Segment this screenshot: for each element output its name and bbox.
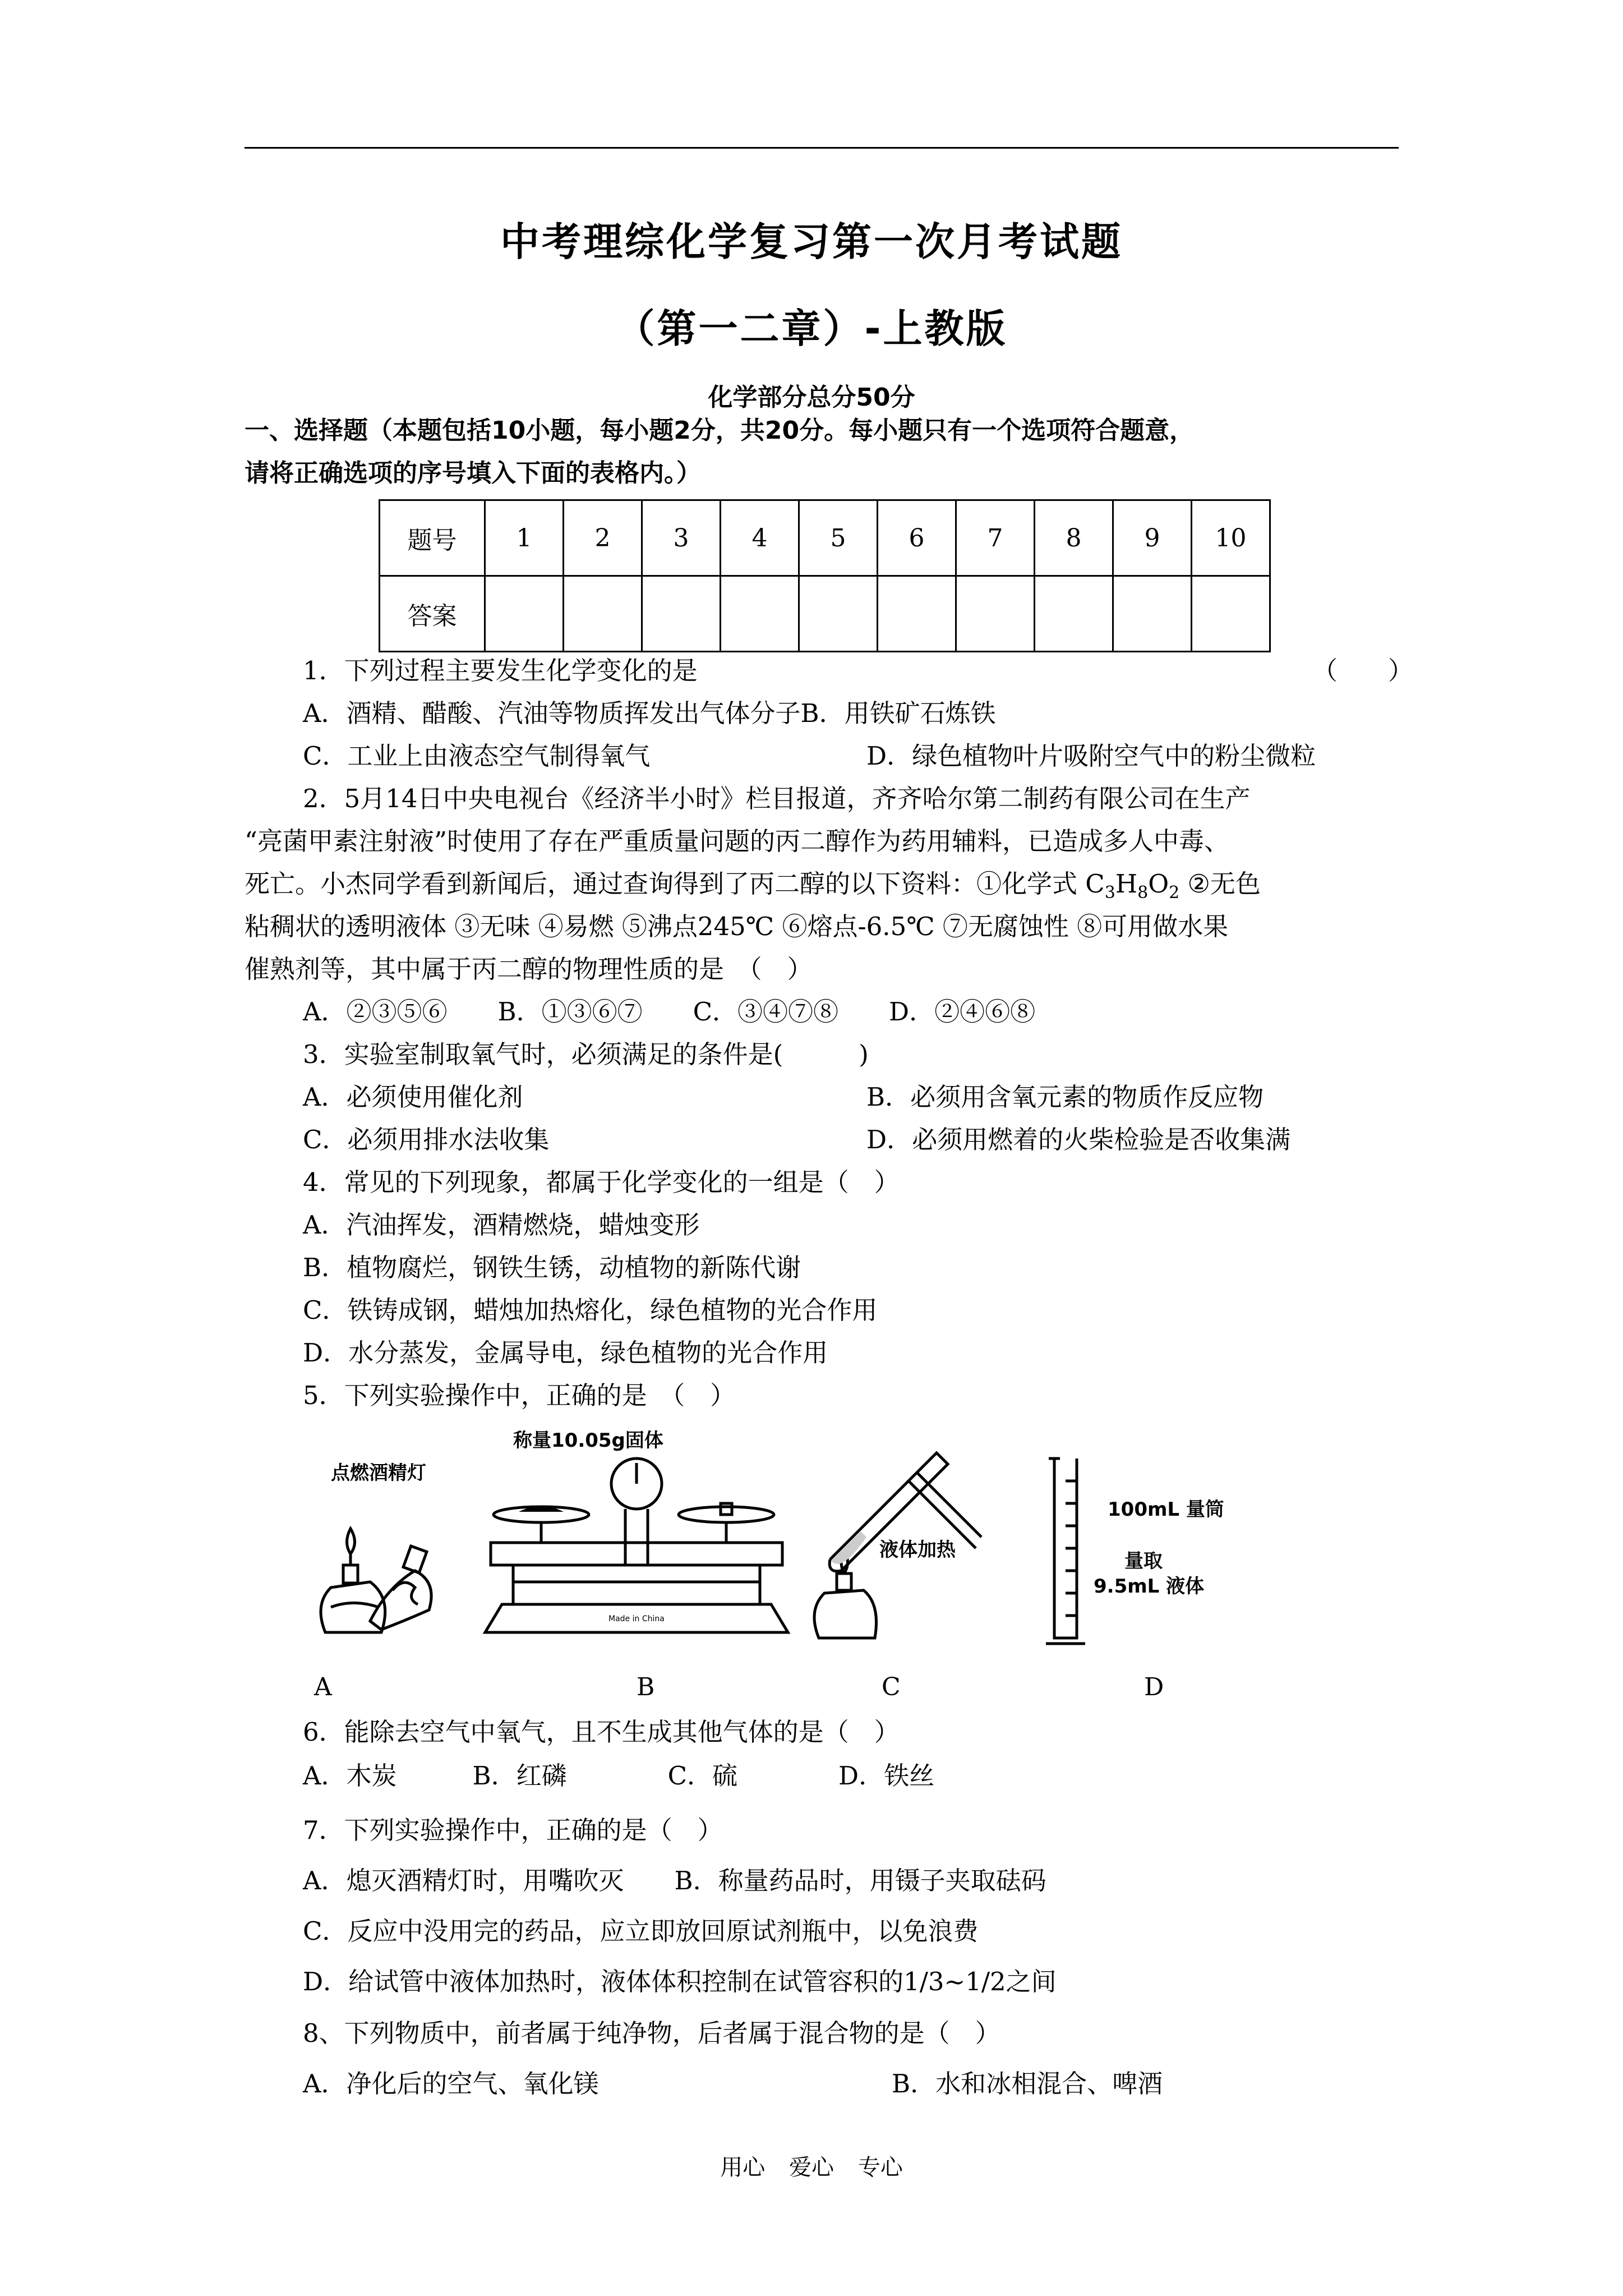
q7-option-d: D．给试管中液体加热时，液体体积控制在试管容积的1/3~1/2之间 xyxy=(303,1967,1057,1996)
answer-table xyxy=(379,499,1271,652)
q4-stem: 4．常见的下列现象，都属于化学变化的一组是（ ） xyxy=(303,1167,900,1197)
table-number: 5 xyxy=(799,500,878,576)
table-number: 9 xyxy=(1113,500,1192,576)
subscript: 2 xyxy=(1169,883,1180,903)
q8-option-a: A．净化后的空气、氧化镁 xyxy=(303,2069,599,2099)
header-rule xyxy=(245,147,1399,149)
q4-option-a: A．汽油挥发，酒精燃烧，蜡烛变形 xyxy=(303,1210,700,1240)
q3-stem: 3．实验室制取氧气时，必须满足的条件是( ) xyxy=(303,1039,869,1069)
fig-a-label: 点燃酒精灯 xyxy=(331,1462,426,1484)
answer-cell[interactable] xyxy=(799,576,878,652)
q5-stem: 5．下列实验操作中，正确的是 （ ） xyxy=(303,1381,736,1410)
section-header-line1: 一、选择题（本题包括10小题，每小题2分，共20分。每小题只有一个选项符合题意， xyxy=(245,416,1195,445)
q7-option-c: C．反应中没用完的药品，应立即放回原试剂瓶中，以免浪费 xyxy=(303,1916,979,1946)
table-number: 1 xyxy=(485,500,564,576)
balance-made-in-china-text: Made in China xyxy=(608,1614,665,1623)
answer-cell[interactable] xyxy=(721,576,799,652)
q8-option-b: B．水和冰相混合、啤酒 xyxy=(892,2069,1163,2099)
table-number: 8 xyxy=(1035,500,1113,576)
table-number: 3 xyxy=(642,500,721,576)
q2-line2: “亮菌甲素注射液”时使用了存在严重质量问题的丙二醇作为药用辅料，已造成多人中毒、 xyxy=(245,826,1230,856)
table-number: 6 xyxy=(878,500,956,576)
q1-option-d: D．绿色植物叶片吸附空气中的粉尘微粒 xyxy=(866,741,1316,771)
fig-d-label1: 100mL 量筒 xyxy=(1108,1498,1224,1521)
answer-cell[interactable] xyxy=(878,576,956,652)
table-number: 4 xyxy=(721,500,799,576)
fig-b-label: 称量10.05g固体 xyxy=(513,1429,663,1452)
alcohol-lamp-lighting-figure xyxy=(308,1492,449,1638)
fig-letter-a: A xyxy=(314,1673,332,1701)
fig-c-label: 液体加热 xyxy=(879,1539,956,1561)
q7-option-ab: A．熄灭酒精灯时，用嘴吹灭 B．称量药品时，用镊子夹取砝码 xyxy=(303,1866,1046,1895)
answer-table-row-answers xyxy=(380,576,1270,652)
q4-option-d: D．水分蒸发，金属导电，绿色植物的光合作用 xyxy=(303,1338,828,1368)
q1-stem: 1．下列过程主要发生化学变化的是 xyxy=(303,656,698,685)
subscript: 3 xyxy=(1104,883,1115,903)
q2-line5: 催熟剂等，其中属于丙二醇的物理性质的是 （ ） xyxy=(245,954,813,984)
answer-cell[interactable] xyxy=(1113,576,1192,652)
q8-stem: 8、下列物质中，前者属于纯净物，后者属于混合物的是（ ） xyxy=(303,2018,1000,2048)
q1-option-c: C．工业上由液态空气制得氧气 xyxy=(303,741,651,771)
answer-cell[interactable] xyxy=(1035,576,1113,652)
page-subtitle: （第一二章）-上教版 xyxy=(615,306,1008,352)
q3-option-c: C．必须用排水法收集 xyxy=(303,1125,550,1154)
balance-figure xyxy=(479,1453,794,1644)
q2-line3 xyxy=(245,868,1261,909)
q2-line3-text: 死亡。小杰同学看到新闻后，通过查询得到了丙二醇的以下资料：①化学式 C xyxy=(245,869,1105,899)
q1-bracket: （ ） xyxy=(1312,656,1414,685)
answer-table-row-numbers xyxy=(380,500,1270,576)
table-number: 7 xyxy=(956,500,1035,576)
fig-letter-c: C xyxy=(882,1673,901,1701)
formula-h: H xyxy=(1115,869,1138,899)
q6-options: A．木炭 B．红磷 C．硫 D．铁丝 xyxy=(303,1761,935,1791)
answer-cell[interactable] xyxy=(485,576,564,652)
q7-stem: 7．下列实验操作中，正确的是（ ） xyxy=(303,1815,723,1845)
q2-line1: 2．5月14日中央电视台《经济半小时》栏目报道，齐齐哈尔第二制药有限公司在生产 xyxy=(303,784,1251,813)
graduated-cylinder-figure xyxy=(1043,1447,1088,1649)
table-number: 10 xyxy=(1192,500,1270,576)
answer-cell[interactable] xyxy=(564,576,642,652)
page-footer: 用心 爱心 专心 xyxy=(720,2155,903,2180)
q4-option-b: B．植物腐烂，钢铁生锈，动植物的新陈代谢 xyxy=(303,1253,801,1282)
q3-option-d: D．必须用燃着的火柴检验是否收集满 xyxy=(866,1125,1291,1154)
q2-line4: 粘稠状的透明液体 ③无味 ④易燃 ⑤沸点245℃ ⑥熔点-6.5℃ ⑦无腐蚀性 ⑧可用做水果 xyxy=(245,912,1229,941)
table-number: 2 xyxy=(564,500,642,576)
table-label-answer: 答案 xyxy=(380,576,485,652)
answer-cell[interactable] xyxy=(1192,576,1270,652)
table-label-number: 题号 xyxy=(380,500,485,576)
answer-cell[interactable] xyxy=(956,576,1035,652)
fig-d-label2: 量取 xyxy=(1124,1550,1163,1572)
answer-cell[interactable] xyxy=(642,576,721,652)
score-line: 化学部分总分50分 xyxy=(708,383,915,412)
page-title: 中考理综化学复习第一次月考试题 xyxy=(500,219,1123,265)
q3-option-a: A．必须使用催化剂 xyxy=(303,1082,523,1112)
fig-letter-b: B xyxy=(637,1673,655,1701)
q4-option-c: C．铁铸成钢，蜡烛加热熔化，绿色植物的光合作用 xyxy=(303,1295,878,1325)
q2-options: A．②③⑤⑥ B．①③⑥⑦ C．③④⑦⑧ D．②④⑥⑧ xyxy=(303,997,1036,1027)
fig-d-label3: 9.5mL 液体 xyxy=(1094,1575,1205,1598)
section-header-line2: 请将正确选项的序号填入下面的表格内。） xyxy=(245,459,701,487)
q3-option-b: B．必须用含氧元素的物质作反应物 xyxy=(866,1082,1264,1112)
q2-line3-post: ②无色 xyxy=(1179,869,1261,899)
q6-stem: 6．能除去空气中氧气，且不生成其他气体的是（ ） xyxy=(303,1717,900,1747)
fig-letter-d: D xyxy=(1144,1673,1164,1701)
q1-option-ab: A．酒精、醋酸、汽油等物质挥发出气体分子B．用铁矿石炼铁 xyxy=(303,698,996,728)
formula-o: O xyxy=(1148,869,1169,899)
subscript: 8 xyxy=(1137,883,1149,903)
liquid-heating-figure xyxy=(796,1436,1009,1649)
